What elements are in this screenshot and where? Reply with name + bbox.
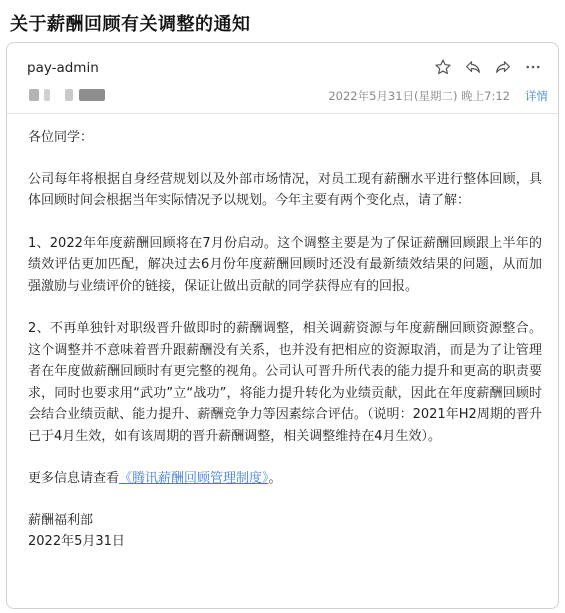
greeting: 各位同学： bbox=[28, 130, 94, 145]
more-info-suffix: 。 bbox=[268, 471, 282, 486]
signature-date: 2022年5月31日 bbox=[28, 534, 125, 549]
email-body bbox=[28, 127, 542, 553]
reply-icon[interactable] bbox=[464, 58, 482, 76]
paragraph-change-2: 2、不再单独针对职级晋升做即时的薪酬调整，相关调薪资源与年度薪酬回顾资源整合。这个调整并不意味着晋升跟薪酬没有关系，也并没有把相应的资源取消，而是为了让管理者在年度做薪酬回顾时有更完整的视角。公司认可晋升所代表的能力提升和更高的职责要求，同时也要求用“武功”立“战功”，将能力提升转化为业绩贡献，因此在年度薪酬回顾时会结合业绩贡献、能力提升、薪酬竞争力等因素综合评估。（说明：2021年H2周期的晋升已于4月生效，如有该周期的晋升薪酬调整，相关调整维持在4月生效）。 bbox=[28, 321, 542, 444]
star-icon[interactable] bbox=[434, 58, 452, 76]
more-info-line bbox=[28, 468, 542, 490]
more-icon[interactable] bbox=[524, 58, 542, 76]
page-title: 关于薪酬回顾有关调整的通知 bbox=[10, 14, 251, 35]
recipient-redacted bbox=[29, 89, 109, 101]
paragraph-intro: 公司每年将根据自身经营规划以及外部市场情况，对员工现有薪酬水平进行整体回顾，具体回顾时间会根据当年实际情况予以规划。今年主要有两个变化点，请了解： bbox=[28, 171, 542, 208]
details-link[interactable]: 详情 bbox=[525, 89, 548, 103]
email-card bbox=[6, 42, 559, 609]
forward-icon[interactable] bbox=[494, 58, 512, 76]
more-info-prefix: 更多信息请查看 bbox=[28, 471, 120, 486]
policy-link[interactable]: 《腾讯薪酬回顾管理制度》 bbox=[119, 471, 269, 486]
paragraph-change-1: 1、2022年年度薪酬回顾将在7月份启动。这个调整主要是为了保证薪酬回顾跟上半年的绩效评估更加匹配，解决过去6月份年度薪酬回顾时还没有最新绩效结果的问题，从而加强激励与业绩评价的链接，保证让做出贡献的同学获得应有的回报。 bbox=[28, 235, 542, 294]
sender-name[interactable]: pay-admin bbox=[27, 60, 99, 76]
email-actions bbox=[434, 56, 542, 78]
email-datetime: 2022年5月31日(星期二) 晚上7:12 bbox=[328, 89, 510, 103]
header-divider bbox=[7, 113, 558, 114]
signature-department: 薪酬福利部 bbox=[28, 512, 94, 528]
